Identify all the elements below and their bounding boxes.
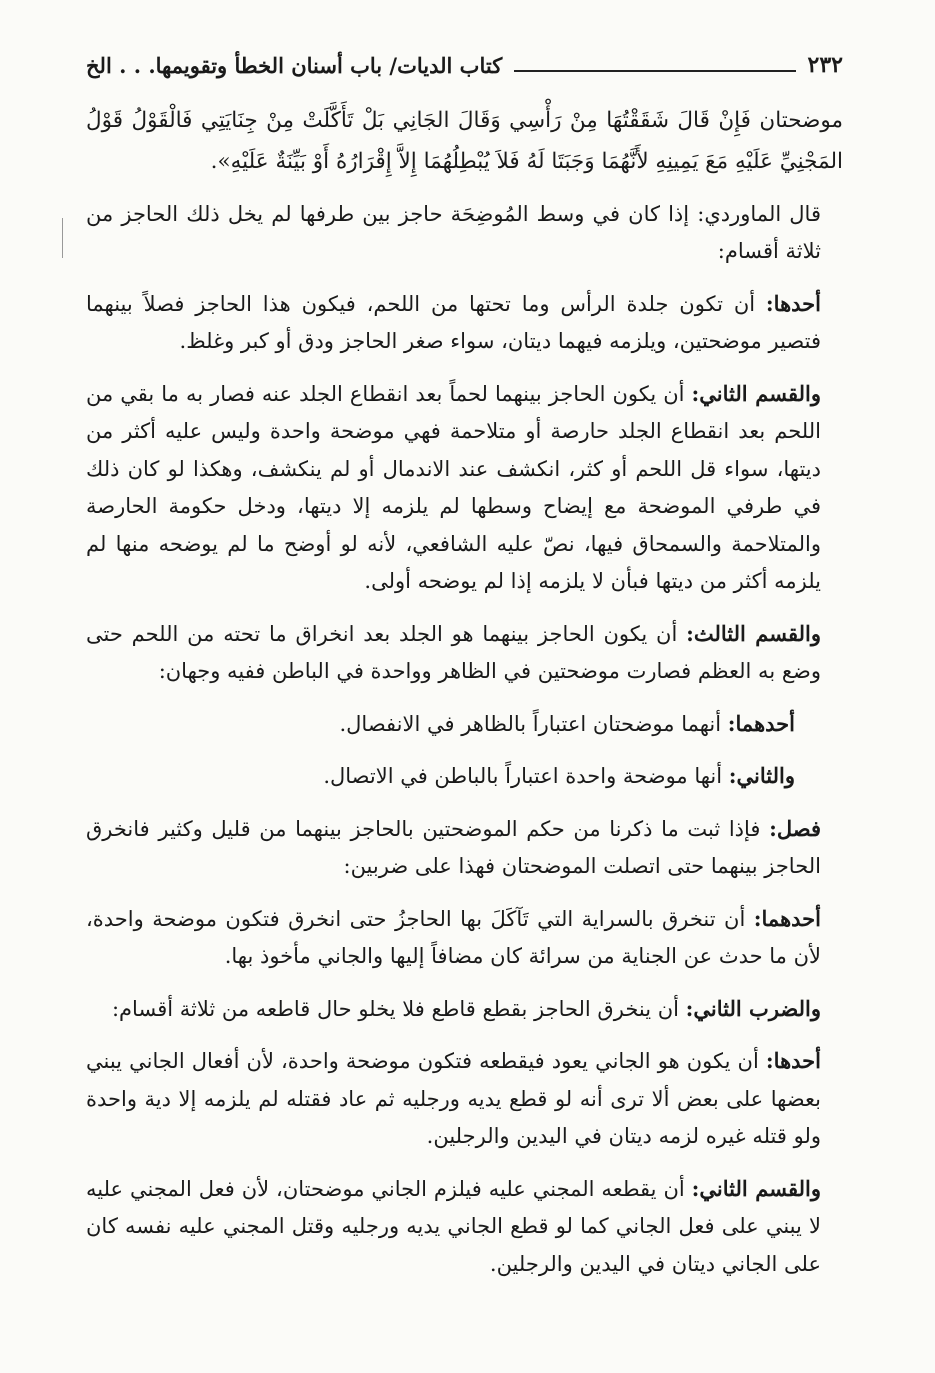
paragraph-text: أن يقطعه المجني عليه فيلزم الجاني موضحتان، لأن فعل المجني عليه لا يبني على فعل الجاني كما لو قطع الجاني يديه ورجليه وقتل المجني عليه نفسه كان على الجاني ديتان في اليدين والرجلين. [86, 1176, 821, 1276]
page-content [86, 52, 843, 1283]
paragraph-text: أن يكون هو الجاني يعود فيقطعه فتكون موضحة واحدة، لأن أفعال الجاني يبني بعضها على بعض ألا ترى أنه لو قطع يديه ورجليه ثم عاد فقتله لم يلزمه إلا دية واحدة ولو قتله غيره لزمه ديتان في اليدين والرجلين. [86, 1049, 821, 1148]
paragraph [86, 1042, 843, 1156]
page-number: ٢٣٢ [807, 52, 843, 78]
paragraph-text: أنها موضحة واحدة اعتباراً بالباطن في الاتصال. [323, 764, 729, 788]
paragraph-text: أن ينخرق الحاجز بقطع قاطع فلا يخلو حال قاطعه من ثلاثة أقسام: [111, 996, 686, 1021]
paragraph-text: أن يكون الحاجز بينهما لحماً بعد انقطاع الجلد عنه فصار به ما بقي من اللحم بعد انقطاع الجلد حارصة أو متلاحمة فهي موضحة واحدة وليس عليه أكثر من ديتها، سواء قل اللحم أو كثر، انكشف عند الاندمال أو لم ينكشف، وهكذا لو كان ذلك في طرفي الموضحة مع إيضاح وسطها لم يلزمه إلا ديتها، ودخل حكومة الحارصة والمتلاحمة والسمحاق فيها، نصّ عليه الشافعي، لأنه لو أوضح ما لم يوضحه منها لم يلزمه أكثر من ديتها فبأن لا يلزمه إذا لم يوضحه أولى. [86, 381, 821, 593]
body-paragraphs [86, 196, 843, 1284]
paragraph-lead: أحدها: [765, 1048, 821, 1073]
paragraph [86, 757, 843, 796]
paragraph-text: أنهما موضحتان اعتباراً بالظاهر في الانفصال. [339, 711, 728, 736]
header-rule [514, 70, 795, 72]
margin-mark [62, 218, 63, 258]
paragraph [86, 615, 843, 691]
paragraph-text: أن يكون الحاجز بينهما هو الجلد بعد انخراق ما تحته من اللحم حتى وضع به العظم فصارت موضحتين في الظاهر وواحدة في الباطن ففيه وجهان: [86, 621, 821, 683]
paragraph-lead: أحدها: [765, 290, 821, 316]
running-header [86, 52, 843, 82]
running-title: كتاب الديات/ باب أسنان الخطأ وتقويمها. . . الخ [86, 53, 503, 79]
paragraph [86, 990, 843, 1029]
paragraph [86, 705, 843, 744]
paragraph-text: أن تكون جلدة الرأس وما تحتها من اللحم، فيكون هذا الحاجز فصلاً بينهما فتصير موضحتين، ويلزمه فيهما ديتان، سواء صغر الحاجز ودق أو كبر وغلظ. [86, 291, 821, 353]
quoted-text: موضحتان فَإِنْ قَالَ شَقَقْتُهَا مِنْ رَأْسِي وَقَالَ الجَانِي بَلْ تَأَكَّلَتْ مِنْ جِنَايَتِي فَالْقَوْلُ قَوْلُ المَجْنِيِّ عَلَيْهِ مَعَ يَمِينِهِ لأَنَّهُمَا وَجَبَتَا لَهُ فَلاَ يُبْطِلُهُمَا إِلاَّ إِقْرَارُهُ أَوْ بَيِّنَةٌ عَلَيْهِ». [86, 107, 843, 174]
paragraph [86, 900, 843, 976]
paragraph-lead: أحدهما: [753, 905, 821, 931]
paragraph [86, 375, 843, 601]
paragraph [86, 285, 843, 361]
paragraph-text: قال الماوردي: إذا كان في وسط المُوضِحَة حاجز بين طرفها لم يخل ذلك الحاجز من ثلاثة أقسام: [86, 201, 821, 263]
paragraph-text: فإذا ثبت ما ذكرنا من حكم الموضحتين بالحاجز بينهما من قليل وكثير فانخرق الحاجز بينهما حتى اتصلت الموضحتان فهذا على ضربين: [86, 816, 821, 878]
paragraph-lead: والثاني: [728, 763, 795, 788]
paragraph-lead: أحدهما: [727, 710, 795, 736]
paragraph [86, 810, 843, 886]
paragraph-lead: والضرب الثاني: [685, 995, 821, 1021]
paragraph-lead: والقسم الثاني: [691, 380, 821, 406]
paragraph [86, 1170, 843, 1284]
paragraph-lead: والقسم الثالث: [686, 620, 821, 646]
paragraph-lead: والقسم الثاني: [691, 1175, 822, 1201]
paragraph-text: أن تنخرق بالسراية التي تَآكَلَ بها الحاجزُ حتى انخرق فتكون موضحة واحدة، لأن ما حدث عن الجناية من سرائة كان مضافاً إليها والجاني مأخوذ بها. [86, 906, 821, 968]
paragraph-lead: فصل: [769, 815, 821, 841]
paragraph [86, 196, 843, 271]
